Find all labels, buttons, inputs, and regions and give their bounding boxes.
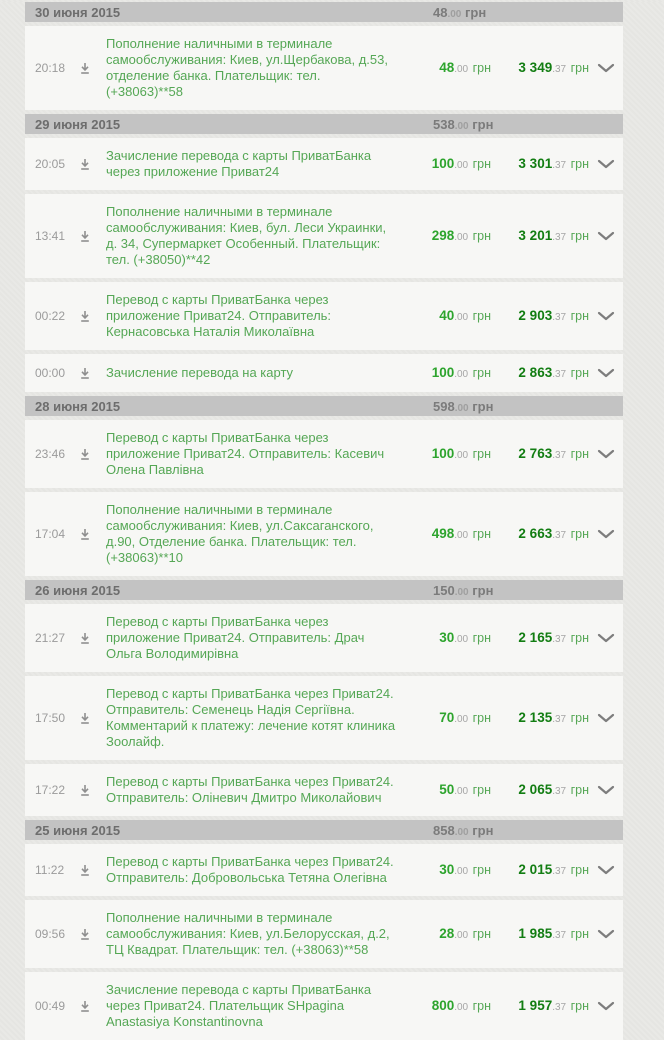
transaction-balance: [491, 709, 589, 727]
transaction-amount: [403, 997, 491, 1015]
day-total: [433, 117, 623, 132]
transaction-amount: [403, 307, 491, 325]
day-total-currency: грн: [472, 822, 494, 838]
transaction-amount: [403, 364, 491, 382]
transaction-row[interactable]: [25, 492, 623, 576]
amount-dec: .00: [454, 530, 469, 541]
amount-int: 298: [431, 228, 455, 243]
transaction-balance: [491, 861, 589, 879]
transaction-time: 20:18: [35, 61, 66, 75]
transaction-time: 17:50: [35, 711, 66, 725]
date-section: [25, 114, 623, 392]
amount-dec: .00: [454, 450, 469, 461]
section-rows: [25, 26, 623, 110]
section-rows: [25, 604, 623, 816]
transaction-amount: [403, 709, 491, 727]
day-total-int: 538: [433, 116, 455, 132]
amount-int: 28: [439, 926, 455, 941]
transaction-description: Пополнение наличными в терминале самообслуживания: Киев, ул.Саксаганского, д.90, Отделение банка. Плательщик: тел. (+38063)**10: [106, 502, 374, 565]
amount-dec: .00: [454, 1002, 469, 1013]
transaction-balance: [491, 445, 589, 463]
download-icon[interactable]: [78, 528, 92, 541]
transaction-amount: [403, 59, 491, 77]
download-icon[interactable]: [78, 928, 92, 941]
amount-int: 498: [431, 526, 455, 541]
day-total: [433, 5, 623, 20]
balance-int: 3 201: [518, 228, 553, 243]
transaction-amount: [403, 155, 491, 173]
balance-currency: грн: [570, 711, 589, 725]
transaction-description: Пополнение наличными в терминале самообслуживания: Киев, ул.Белорусская, д.2, ТЦ Квадрат. Плательщик: тел. (+38063)**58: [106, 910, 390, 957]
chevron-down-icon[interactable]: [589, 368, 623, 378]
transaction-description: Зачисление перевода с карты ПриватБанка через приложение Приват24: [106, 148, 372, 179]
balance-int: 2 903: [518, 308, 553, 323]
day-total-dec: .00: [447, 8, 462, 20]
transaction-description: Перевод с карты ПриватБанка через Приват24. Отправитель: Оліневич Дмитро Миколайович: [106, 774, 394, 805]
chevron-down-icon[interactable]: [589, 449, 623, 459]
transaction-row[interactable]: [25, 420, 623, 488]
amount-int: 70: [439, 710, 455, 725]
balance-currency: грн: [570, 927, 589, 941]
balance-dec: .37: [552, 64, 567, 75]
balance-int: 2 863: [518, 365, 553, 380]
amount-currency: грн: [472, 783, 491, 797]
chevron-down-icon[interactable]: [589, 63, 623, 73]
balance-int: 2 065: [518, 782, 553, 797]
transaction-time: 13:41: [35, 229, 66, 243]
transaction-amount: [403, 861, 491, 879]
download-icon[interactable]: [78, 784, 92, 797]
transaction-balance: [491, 364, 589, 382]
date-header: [25, 820, 623, 840]
balance-currency: грн: [570, 366, 589, 380]
day-total-int: 150: [433, 582, 455, 598]
balance-dec: .37: [552, 866, 567, 877]
amount-int: 800: [431, 998, 455, 1013]
download-icon[interactable]: [78, 632, 92, 645]
transaction-time: 17:22: [35, 783, 66, 797]
amount-dec: .00: [454, 232, 469, 243]
amount-dec: .00: [454, 634, 469, 645]
balance-currency: грн: [570, 61, 589, 75]
chevron-down-icon[interactable]: [589, 311, 623, 321]
transaction-amount: [403, 445, 491, 463]
balance-int: 2 763: [518, 446, 553, 461]
transaction-balance: [491, 525, 589, 543]
balance-int: 3 301: [518, 156, 553, 171]
transaction-row[interactable]: [25, 972, 623, 1040]
day-total-dec: .00: [454, 586, 469, 598]
amount-dec: .00: [454, 369, 469, 380]
amount-int: 30: [439, 630, 455, 645]
date-header: [25, 580, 623, 600]
day-total-int: 48: [433, 4, 448, 20]
transaction-description: Перевод с карты ПриватБанка через Приват24. Отправитель: Семенець Надія Сергіївна. Комментарий к платежу: лечение котят клиника Зоолайф.: [106, 686, 396, 749]
balance-dec: .37: [552, 312, 567, 323]
balance-dec: .37: [552, 232, 567, 243]
balance-currency: грн: [570, 631, 589, 645]
amount-currency: грн: [472, 229, 491, 243]
balance-currency: грн: [570, 527, 589, 541]
transaction-amount: [403, 925, 491, 943]
chevron-down-icon[interactable]: [589, 785, 623, 795]
chevron-down-icon[interactable]: [589, 1001, 623, 1011]
transaction-row[interactable]: [25, 26, 623, 110]
transaction-amount: [403, 525, 491, 543]
balance-dec: .37: [552, 530, 567, 541]
balance-dec: .37: [552, 634, 567, 645]
download-icon[interactable]: [78, 310, 92, 323]
chevron-down-icon[interactable]: [589, 231, 623, 241]
date-label: 29 июня 2015: [35, 116, 121, 132]
day-total-currency: грн: [465, 4, 487, 20]
balance-currency: грн: [570, 447, 589, 461]
day-total-currency: грн: [472, 398, 494, 414]
transaction-row[interactable]: [25, 764, 623, 816]
balance-currency: грн: [570, 229, 589, 243]
amount-dec: .00: [454, 930, 469, 941]
date-label: 26 июня 2015: [35, 582, 121, 598]
transaction-row[interactable]: [25, 354, 623, 392]
download-icon[interactable]: [78, 712, 92, 725]
amount-currency: грн: [472, 447, 491, 461]
day-total-currency: грн: [472, 582, 494, 598]
transaction-balance: [491, 307, 589, 325]
section-rows: [25, 420, 623, 576]
amount-int: 100: [431, 365, 455, 380]
amount-dec: .00: [454, 866, 469, 877]
day-total: [433, 823, 623, 838]
transaction-balance: [491, 155, 589, 173]
day-total-int: 598: [433, 398, 455, 414]
transactions-list: [25, 2, 623, 1040]
day-total-dec: .00: [454, 826, 469, 838]
amount-dec: .00: [454, 714, 469, 725]
transaction-row[interactable]: [25, 844, 623, 896]
balance-currency: грн: [570, 157, 589, 171]
chevron-down-icon[interactable]: [589, 865, 623, 875]
date-section: [25, 580, 623, 816]
day-total-currency: грн: [472, 116, 494, 132]
download-icon[interactable]: [78, 448, 92, 461]
day-total: [433, 399, 623, 414]
transaction-description: Перевод с карты ПриватБанка через приложение Приват24. Отправитель: Драч Ольга Володимирівна: [106, 614, 365, 661]
balance-int: 1 957: [518, 998, 553, 1013]
transaction-description: Зачисление перевода с карты ПриватБанка через Приват24. Плательщик SHpagina Anastasiya Konstantinovna: [106, 982, 372, 1029]
amount-int: 40: [439, 308, 455, 323]
balance-dec: .37: [552, 930, 567, 941]
transaction-description: Зачисление перевода на карту: [106, 365, 294, 380]
transaction-time: 17:04: [35, 527, 66, 541]
balance-dec: .37: [552, 786, 567, 797]
amount-dec: .00: [454, 786, 469, 797]
transaction-time: 00:00: [35, 366, 66, 380]
transaction-description: Пополнение наличными в терминале самообслуживания: Киев, бул. Леси Украинки, д. 34, Супермаркет Особенный. Плательщик: тел. (+38050)**42: [106, 204, 387, 267]
balance-int: 3 349: [518, 60, 553, 75]
transaction-balance: [491, 629, 589, 647]
day-total-dec: .00: [454, 120, 469, 132]
amount-currency: грн: [472, 366, 491, 380]
download-icon[interactable]: [78, 367, 92, 380]
download-icon[interactable]: [78, 158, 92, 171]
transaction-time: 11:22: [35, 863, 65, 877]
section-rows: [25, 844, 623, 1040]
chevron-down-icon[interactable]: [589, 633, 623, 643]
date-label: 30 июня 2015: [35, 4, 121, 20]
balance-dec: .37: [552, 160, 567, 171]
amount-currency: грн: [472, 863, 491, 877]
transaction-time: 23:46: [35, 447, 66, 461]
amount-dec: .00: [454, 312, 469, 323]
transaction-amount: [403, 629, 491, 647]
balance-dec: .37: [552, 369, 567, 380]
balance-int: 1 985: [518, 926, 553, 941]
chevron-down-icon[interactable]: [589, 159, 623, 169]
day-total: [433, 583, 623, 598]
transaction-time: 20:05: [35, 157, 66, 171]
date-header: [25, 396, 623, 416]
amount-currency: грн: [472, 61, 491, 75]
date-section: [25, 2, 623, 110]
date-header: [25, 114, 623, 134]
transaction-balance: [491, 59, 589, 77]
balance-int: 2 165: [518, 630, 553, 645]
date-header: [25, 2, 623, 22]
day-total-int: 858: [433, 822, 455, 838]
day-total-dec: .00: [454, 402, 469, 414]
amount-currency: грн: [472, 527, 491, 541]
amount-int: 50: [439, 782, 455, 797]
download-icon[interactable]: [78, 230, 92, 243]
balance-dec: .37: [552, 714, 567, 725]
balance-currency: грн: [570, 783, 589, 797]
balance-currency: грн: [570, 863, 589, 877]
amount-currency: грн: [472, 711, 491, 725]
amount-int: 100: [431, 446, 455, 461]
download-icon[interactable]: [78, 62, 92, 75]
transaction-amount: [403, 227, 491, 245]
transaction-row[interactable]: [25, 604, 623, 672]
transaction-row[interactable]: [25, 194, 623, 278]
amount-dec: .00: [454, 64, 469, 75]
balance-int: 2 663: [518, 526, 553, 541]
transaction-description: Пополнение наличными в терминале самообслуживания: Киев, ул.Щербакова, д.53, отделение банка. Плательщик: тел. (+38063)**58: [106, 36, 388, 99]
amount-currency: грн: [472, 157, 491, 171]
transaction-balance: [491, 925, 589, 943]
transaction-row[interactable]: [25, 138, 623, 190]
chevron-down-icon[interactable]: [589, 529, 623, 539]
date-section: [25, 820, 623, 1040]
transaction-row[interactable]: [25, 282, 623, 350]
balance-currency: грн: [570, 309, 589, 323]
date-label: 28 июня 2015: [35, 398, 121, 414]
transaction-description: Перевод с карты ПриватБанка через Приват24. Отправитель: Добровольська Тетяна Олегівна: [106, 854, 394, 885]
balance-currency: грн: [570, 999, 589, 1013]
balance-int: 2 135: [518, 710, 553, 725]
amount-dec: .00: [454, 160, 469, 171]
amount-int: 48: [439, 60, 455, 75]
date-section: [25, 396, 623, 576]
balance-dec: .37: [552, 450, 567, 461]
amount-int: 100: [431, 156, 455, 171]
amount-int: 30: [439, 862, 455, 877]
transaction-balance: [491, 227, 589, 245]
transaction-time: 00:49: [35, 999, 66, 1013]
transaction-row[interactable]: [25, 900, 623, 968]
transaction-time: 00:22: [35, 309, 66, 323]
download-icon[interactable]: [78, 1000, 92, 1013]
transaction-balance: [491, 781, 589, 799]
amount-currency: грн: [472, 631, 491, 645]
chevron-down-icon[interactable]: [589, 713, 623, 723]
amount-currency: грн: [472, 999, 491, 1013]
balance-dec: .37: [552, 1002, 567, 1013]
transaction-time: 09:56: [35, 927, 66, 941]
amount-currency: грн: [472, 927, 491, 941]
transaction-balance: [491, 997, 589, 1015]
chevron-down-icon[interactable]: [589, 929, 623, 939]
transaction-description: Перевод с карты ПриватБанка через приложение Приват24. Отправитель: Кернасовська Наталія Миколаївна: [106, 292, 332, 339]
transaction-amount: [403, 781, 491, 799]
download-icon[interactable]: [78, 864, 92, 877]
balance-int: 2 015: [518, 862, 553, 877]
transaction-time: 21:27: [35, 631, 66, 645]
section-rows: [25, 138, 623, 392]
amount-currency: грн: [472, 309, 491, 323]
transaction-description: Перевод с карты ПриватБанка через приложение Приват24. Отправитель: Касевич Олена Павлівна: [106, 430, 385, 477]
date-label: 25 июня 2015: [35, 822, 121, 838]
transaction-row[interactable]: [25, 676, 623, 760]
